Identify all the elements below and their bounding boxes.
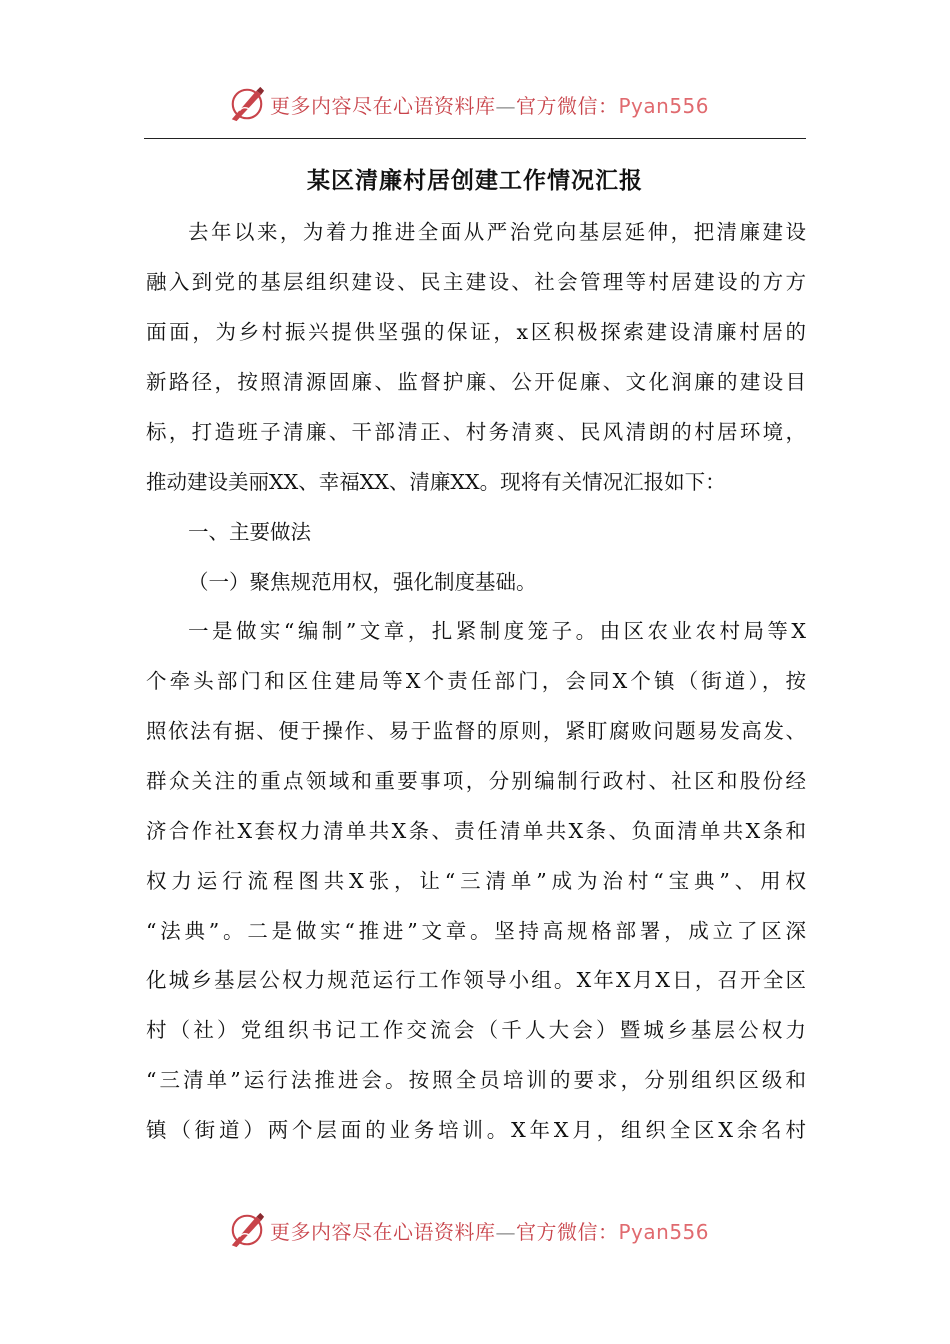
body-line: 照依法有据、便于操作、易于监督的原则，紧盯腐败问题易发高发、 <box>146 719 806 743</box>
body-line: “法典”。二是做实“推进”文章。坚持高规格部署，成立了区深 <box>146 919 806 943</box>
body-line: 去年以来，为着力推进全面从严治党向基层延伸，把清廉建设 <box>188 220 806 244</box>
body-line: 标，打造班子清廉、干部清正、村务清爽、民风清朗的村居环境， <box>146 420 806 444</box>
body-line: 新路径，按照清源固廉、监督护廉、公开促廉、文化润廉的建设目 <box>146 370 806 394</box>
body-line: 推动建设美丽XX、幸福XX、清廉XX。现将有关情况汇报如下： <box>146 470 726 494</box>
body-line: 个牵头部门和区住建局等X个责任部门，会同X个镇（街道），按 <box>146 669 806 693</box>
body-line: 群众关注的重点领域和重要事项，分别编制行政村、社区和股份经 <box>146 769 806 793</box>
watermark-official: 官方微信： <box>516 1219 619 1244</box>
watermark-separator: — <box>495 1219 516 1244</box>
body-line: “三清单”运行法推进会。按照全员培训的要求，分别组织区级和 <box>146 1068 806 1092</box>
body-line: 融入到党的基层组织建设、民主建设、社会管理等村居建设的方方 <box>146 270 806 294</box>
watermark-official: 官方微信： <box>516 93 619 118</box>
body-line: 一是做实“编制”文章，扎紧制度笼子。由区农业农村局等X <box>188 619 806 643</box>
subsection-heading: （一）聚焦规范用权，强化制度基础。 <box>188 570 537 594</box>
body-line: 济合作社X套权力清单共X条、责任清单共X条、负面清单共X条和 <box>146 819 806 843</box>
footer-watermark <box>228 1210 709 1250</box>
watermark-separator: — <box>495 93 516 118</box>
watermark-text: 更多内容尽在心语资料库 <box>270 1219 496 1244</box>
section-heading: 一、主要做法 <box>188 520 311 544</box>
body-line: 面面，为乡村振兴提供坚强的保证，x区积极探索建设清廉村居的 <box>146 320 806 344</box>
pen-logo-icon <box>228 1211 266 1249</box>
pen-logo-icon <box>228 85 266 123</box>
body-line: 化城乡基层公权力规范运行工作领导小组。X年X月X日，召开全区 <box>146 968 806 992</box>
body-line: 镇（街道）两个层面的业务培训。X年X月，组织全区X余名村 <box>146 1118 806 1142</box>
watermark-text: 更多内容尽在心语资料库 <box>270 93 496 118</box>
header-divider <box>144 138 806 139</box>
document-title: 某区清廉村居创建工作情况汇报 <box>307 167 643 194</box>
header-watermark <box>228 84 709 124</box>
body-line: 村（社）党组织书记工作交流会（千人大会）暨城乡基层公权力 <box>146 1018 806 1042</box>
watermark-wechat-id: Pyan556 <box>618 93 710 118</box>
body-line: 权力运行流程图共X张，让“三清单”成为治村“宝典”、用权 <box>146 869 806 893</box>
watermark-wechat-id: Pyan556 <box>618 1219 710 1244</box>
